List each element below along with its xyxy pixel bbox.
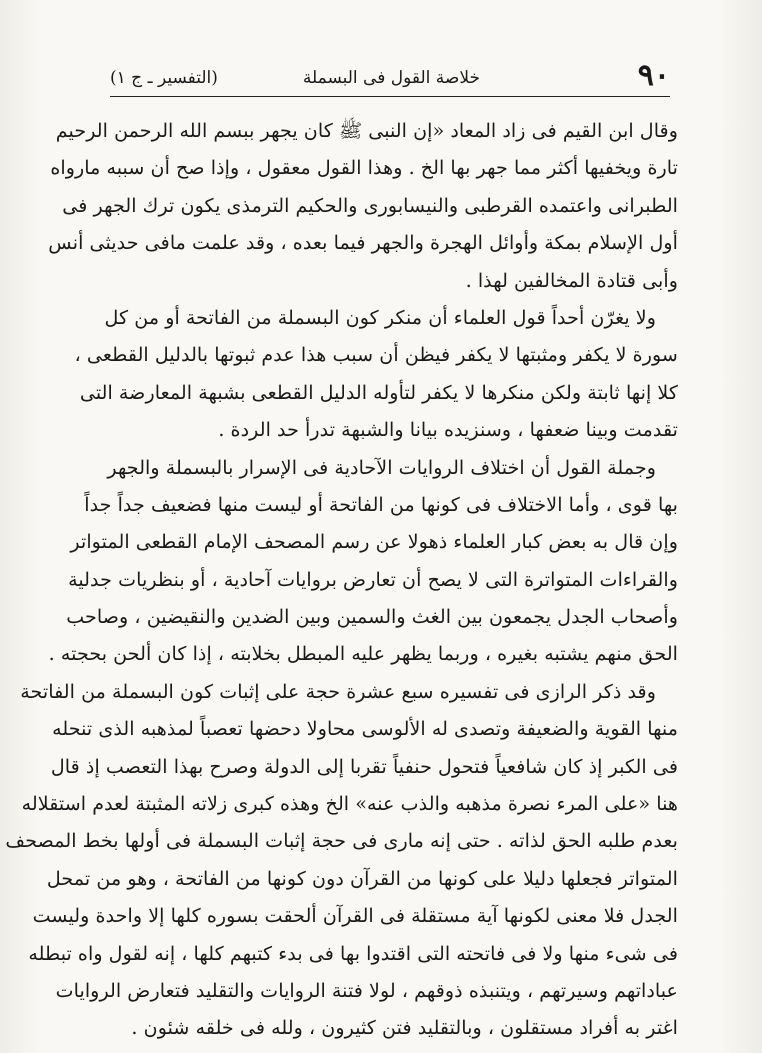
- text-line: هنا «على المرء نصرة مذهبه والذب عنه» الخ وهذه كبرى زلاته المثبتة لعدم استقلاله: [21, 792, 678, 816]
- text-line: وأبى قتادة المخالفين لهذا .: [465, 268, 678, 292]
- text-line: أول الإسلام بمكة وأوائل الهجرة والجهر فيما بعده ، وقد علمت مافى حديثى أنس: [48, 231, 678, 255]
- header-rule: [110, 96, 670, 97]
- text-line: الطبرانى واعتمده القرطبى والنيسابورى والحكيم الترمذى يكون ترك الجهر فى: [62, 193, 678, 217]
- section-reference: (التفسير ـ ج ١): [110, 68, 218, 88]
- text-line: منها القوية والضعيفة وتصدى له الألوسى محاولا دحضها تعصباً لمذهبه الذى تنحله: [52, 717, 678, 741]
- text-line: بها قوى ، وأما الاختلاف فى كونها من الفاتحة أو ليست منها فضعيف جداً جداً: [84, 492, 678, 516]
- text-line: تقدمت وبينا ضعفها ، وسنزيده بيانا والشبهة تدرأ حد الردة .: [218, 418, 678, 442]
- running-title: خلاصة القول فى البسملة: [302, 68, 480, 88]
- text-line: والقراءات المتواترة التى لا يصح أن تعارض بروايات آحادية ، أو بنظريات جدلية: [68, 567, 678, 591]
- text-line: فى شىء منها ولا فى فاتحته التى اقتدوا بها فى بدء كتبهم كلها ، إنه لقول واه تبطله: [28, 941, 678, 965]
- text-line: المتواتر فجعلها دليلا على كونها من القرآن دون كونها من الفاتحة ، وهو من تمحل: [46, 866, 678, 890]
- text-line: وإن قال به بعض كبار العلماء ذهولا عن رسم المصحف الإمام القطعى المتواتر: [70, 530, 678, 554]
- text-line: ولا يغرّن أحداً قول العلماء أن منكر كون البسملة من الفاتحة أو من كل: [104, 305, 656, 329]
- text-line: تارة ويخفيها أكثر مما جهر بها الخ . وهذا القول معقول ، وإذا صح أن سببه مارواه: [50, 156, 678, 180]
- text-line: وقد ذكر الرازى فى تفسيره سبع عشرة حجة على إثبات كون البسملة من الفاتحة: [20, 679, 656, 703]
- text-line: وأصحاب الجدل يجمعون بين الغث والسمين وبين الضدين والنقيضين ، وصاحب: [66, 605, 678, 629]
- text-line: الحق منهم يشتبه بغيره ، وربما يظهر عليه المبطل بخلابته ، إذا كان ألحن بحجته .: [48, 642, 678, 666]
- text-line: سورة لا يكفر ومثبتها لا يكفر فيظن أن سبب هذا عدم ثبوتها بالدليل القطعى ،: [74, 343, 678, 367]
- text-line: اغتر به أفراد مستقلون ، وبالتقليد فتن كثيرون ، ولله فى خلقه شئون .: [131, 1016, 678, 1040]
- text-line: كلا إنها ثابتة ولكن منكرها لا يكفر لتأوله الدليل القطعى بشبهة المعارضة التى: [79, 380, 678, 404]
- text-line: عباداتهم وسيرتهم ، ويتنبذه ذوقهم ، لولا فتنة الروايات والتقليد فتعارض الروايات: [55, 978, 678, 1002]
- page-number: ٩٠: [637, 58, 670, 93]
- text-line: وجملة القول أن اختلاف الروايات الآحادية فى الإسرار بالبسملة والجهر: [107, 455, 656, 479]
- body-text: [5, 112, 678, 1047]
- text-line: وقال ابن القيم فى زاد المعاد «إن النبى ﷺ كان يجهر ببسم الله الرحمن الرحيم: [55, 119, 678, 142]
- page-header: [110, 58, 670, 98]
- text-line: بعدم طلبه الحق لذاته . حتى إنه مارى فى حجة إثبات البسملة فى أولها بخط المصحف: [5, 829, 678, 853]
- text-line: فى الكبر إذ كان شافعياً فتحول حنفياً تقربا إلى الدولة وصرح بهذا التعصب إذ قال: [50, 754, 678, 778]
- text-line: الجدل فلا معنى لكونها آية مستقلة فى القرآن ألحقت بسوره كلها إلا واحدة وليست: [32, 904, 678, 928]
